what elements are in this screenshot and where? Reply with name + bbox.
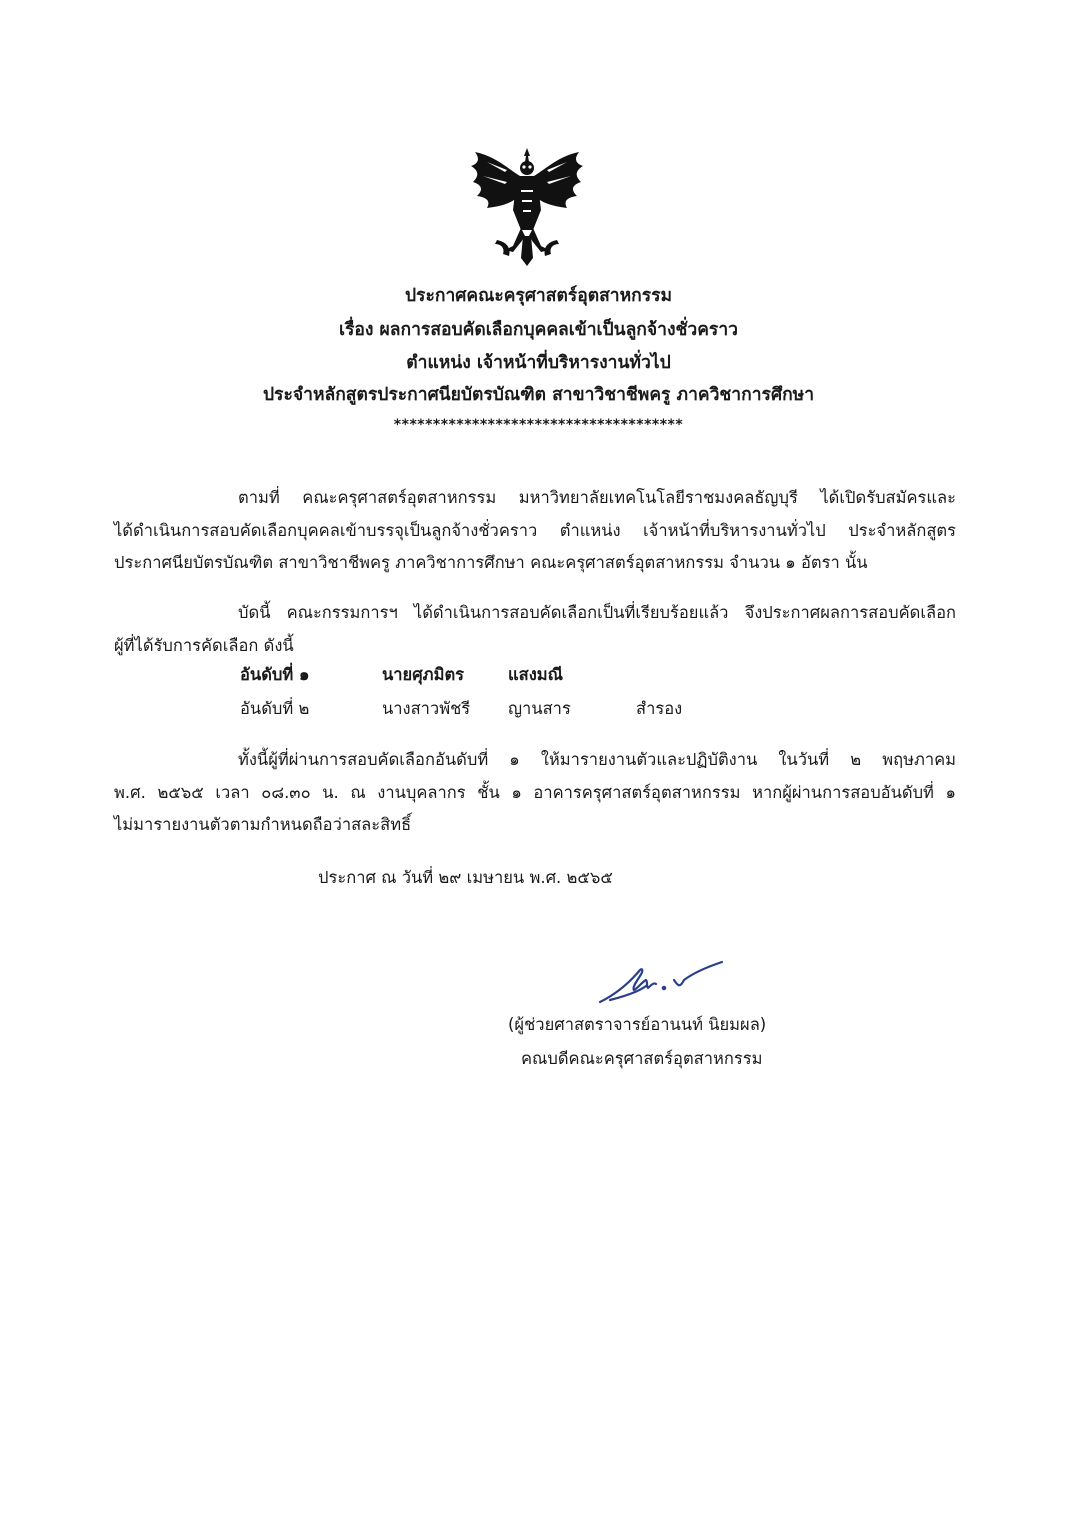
result-last-name: แสงมณี bbox=[508, 665, 563, 684]
result-rank: อันดับที่ ๑ bbox=[240, 665, 310, 684]
result-last-name: ญานสาร bbox=[508, 699, 571, 718]
announcement-subject: เรื่อง ผลการสอบคัดเลือกบุคคลเข้าเป็นลูกจ้างชั่วคราว bbox=[339, 320, 738, 340]
paragraph-line: ได้ดำเนินการสอบคัดเลือกบุคคลเข้าบรรจุเป็นลูกจ้างชั่วคราว ตำแหน่ง เจ้าหน้าที่บริหารงานทั่วไป ประจำหลักสูตร bbox=[114, 520, 956, 540]
result-first-name: นายศุภมิตร bbox=[382, 665, 465, 684]
garuda-emblem-icon bbox=[467, 146, 587, 268]
result-status: สำรอง bbox=[636, 699, 683, 718]
paragraph-line: พ.ศ. ๒๕๖๕ เวลา ๐๘.๓๐ น. ณ งานบุคลากร ชั้น ๑ อาคารครุศาสตร์อุตสาหกรรม หากผู้ผ่านการสอบอันดับที่ ๑ bbox=[114, 782, 956, 802]
result-rank: อันดับที่ ๒ bbox=[240, 699, 310, 718]
signer-title: คณบดีคณะครุศาสตร์อุตสาหกรรม bbox=[521, 1049, 763, 1068]
signer-name: (ผู้ช่วยศาสตราจารย์อานนท์ นิยมผล) bbox=[508, 1015, 767, 1034]
handwritten-signature bbox=[596, 958, 726, 1008]
announcement-date: ประกาศ ณ วันที่ ๒๙ เมษายน พ.ศ. ๒๕๖๕ bbox=[318, 868, 613, 887]
paragraph-line: ไม่มารายงานตัวตามกำหนดถือว่าสละสิทธิ์ bbox=[114, 815, 412, 834]
paragraph-reporting bbox=[114, 744, 956, 842]
paragraph-line: ผู้ที่ได้รับการคัดเลือก ดังนี้ bbox=[114, 635, 294, 655]
paragraph-line: ตามที่ คณะครุศาสตร์อุตสาหกรรม มหาวิทยาลัยเทคโนโลยีราชมงคลธัญบุรี ได้เปิดรับสมัครและ bbox=[238, 488, 956, 507]
paragraph-result-intro bbox=[114, 597, 956, 662]
result-first-name: นางสาวพัชรี bbox=[382, 699, 471, 718]
announcement-position: ตำแหน่ง เจ้าหน้าที่บริหารงานทั่วไป bbox=[406, 353, 671, 373]
paragraph-line: ทั้งนี้ผู้ที่ผ่านการสอบคัดเลือกอันดับที่ ๑ ให้มารายงานตัวและปฏิบัติงาน ในวันที่ ๒ พฤษภาคม bbox=[238, 750, 956, 769]
paragraph-line: ประกาศนียบัตรบัณฑิต สาขาวิชาชีพครู ภาควิชาการศึกษา คณะครุศาสตร์อุตสาหกรรม จำนวน ๑ อัตรา นั้น bbox=[114, 553, 868, 572]
announcement-program: ประจำหลักสูตรประกาศนียบัตรบัณฑิต สาขาวิชาชีพครู ภาควิชาการศึกษา bbox=[262, 385, 815, 405]
announcement-title: ประกาศคณะครุศาสตร์อุตสาหกรรม bbox=[404, 286, 673, 306]
paragraph-background bbox=[114, 482, 956, 580]
title-separator: ************************************* bbox=[393, 417, 684, 433]
paragraph-line: บัดนี้ คณะกรรมการฯ ได้ดำเนินการสอบคัดเลือกเป็นที่เรียบร้อยแล้ว จึงประกาศผลการสอบคัดเลือก bbox=[238, 603, 956, 622]
